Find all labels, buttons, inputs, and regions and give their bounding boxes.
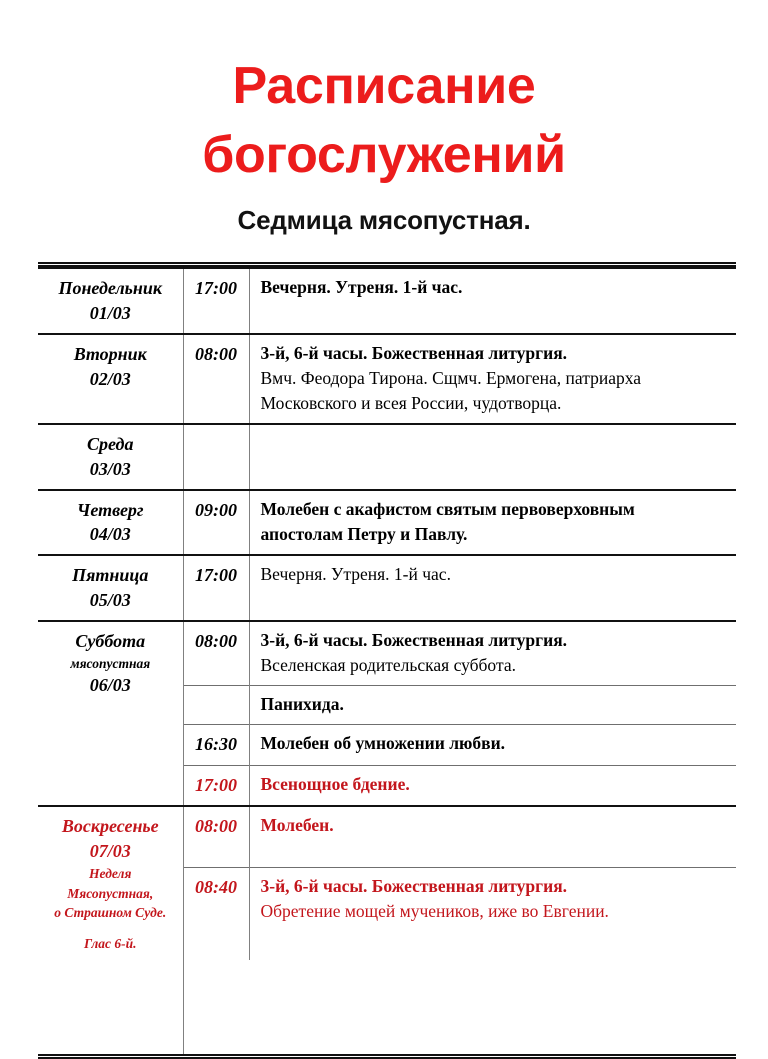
day-label-cell bbox=[38, 334, 183, 424]
schedule-row bbox=[38, 268, 736, 334]
day-tone: Глас 6-й. bbox=[83, 935, 137, 951]
service-description-cell bbox=[249, 685, 736, 724]
schedule-row bbox=[38, 490, 736, 556]
service-description-line: Вмч. Феодора Тирона. Сщмч. Ермогена, патриарха bbox=[260, 367, 642, 388]
service-time-cell: 08:00 bbox=[183, 806, 249, 867]
day-note-line-3: о Страшном Суде. bbox=[54, 905, 167, 921]
day-date: 02/03 bbox=[89, 368, 131, 389]
schedule-row bbox=[38, 806, 736, 867]
day-date: 07/03 bbox=[89, 841, 131, 862]
service-time-cell bbox=[183, 685, 249, 724]
service-description-line: Молебен с акафистом святым первоверховным bbox=[260, 498, 635, 519]
day-note-line-2: Мясопустная, bbox=[67, 885, 154, 901]
day-name: Пятница bbox=[72, 565, 149, 586]
service-description-line: Панихида. bbox=[260, 693, 344, 714]
day-name: Среда bbox=[87, 433, 134, 454]
service-description-cell bbox=[249, 806, 736, 867]
service-description-line: 3-й, 6-й часы. Божественная литургия. bbox=[260, 629, 568, 650]
service-description-line: Вселенская родительская суббота. bbox=[260, 654, 516, 675]
service-description-line: 3-й, 6-й часы. Божественная литургия. bbox=[260, 875, 568, 896]
page-header bbox=[0, 0, 768, 236]
service-description-line: 3-й, 6-й часы. Божественная литургия. bbox=[260, 342, 568, 363]
day-date: 03/03 bbox=[89, 458, 131, 479]
filler-description-cell bbox=[183, 960, 249, 1054]
filler-time-cell bbox=[38, 960, 183, 1054]
service-description-line: Молебен. bbox=[260, 815, 334, 836]
page-title-line-2: богослужений bbox=[202, 125, 566, 184]
service-time-cell bbox=[183, 424, 249, 490]
service-description-line: Вечерня. Утреня. 1-й час. bbox=[260, 564, 451, 585]
day-label-cell bbox=[38, 555, 183, 621]
table-bottom-rule bbox=[38, 1054, 736, 1059]
schedule-table bbox=[38, 267, 736, 1054]
service-description-line: Молебен об умножении любви. bbox=[260, 732, 506, 753]
service-description-cell bbox=[249, 621, 736, 686]
page-title bbox=[0, 52, 768, 189]
service-description-line: Вечерня. Утреня. 1-й час. bbox=[260, 277, 463, 298]
service-time-cell: 08:40 bbox=[183, 867, 249, 960]
day-date: 01/03 bbox=[89, 303, 131, 324]
service-description-cell bbox=[249, 555, 736, 621]
schedule-row bbox=[38, 621, 736, 686]
day-subtitle: мясопустная bbox=[70, 655, 151, 671]
service-time-cell: 16:30 bbox=[183, 724, 249, 765]
service-description-cell bbox=[249, 490, 736, 556]
service-description-line: апостолам Петру и Павлу. bbox=[260, 523, 468, 544]
service-description-cell bbox=[249, 765, 736, 806]
schedule-row bbox=[38, 334, 736, 424]
schedule-row bbox=[38, 555, 736, 621]
schedule-row bbox=[38, 424, 736, 490]
service-time-cell: 17:00 bbox=[183, 765, 249, 806]
day-name: Понедельник bbox=[58, 278, 163, 299]
service-description-line: Всенощное бдение. bbox=[260, 773, 410, 794]
schedule-filler-row bbox=[38, 960, 736, 1054]
day-date: 04/03 bbox=[89, 524, 131, 545]
service-time-cell: 08:00 bbox=[183, 334, 249, 424]
page-title-line-1: Расписание bbox=[232, 57, 536, 115]
day-label-cell bbox=[38, 424, 183, 490]
day-label-cell bbox=[38, 490, 183, 556]
service-description-line: Обретение мощей мучеников, иже во Евгении. bbox=[260, 900, 609, 921]
day-note-spacer bbox=[38, 923, 183, 934]
day-name: Вторник bbox=[73, 343, 147, 364]
day-label-cell bbox=[38, 268, 183, 334]
service-description-cell bbox=[249, 268, 736, 334]
day-note-line-1: Неделя bbox=[89, 866, 132, 882]
service-time-cell: 17:00 bbox=[183, 268, 249, 334]
day-date: 06/03 bbox=[89, 675, 131, 696]
service-description-cell bbox=[249, 424, 736, 490]
day-date: 05/03 bbox=[89, 590, 131, 611]
service-time-cell: 17:00 bbox=[183, 555, 249, 621]
page-subtitle: Седмица мясопустная. bbox=[237, 205, 531, 236]
service-time-cell: 08:00 bbox=[183, 621, 249, 686]
day-name: Суббота bbox=[75, 630, 146, 651]
service-description-cell bbox=[249, 867, 736, 960]
day-label-cell bbox=[38, 806, 183, 960]
service-description-cell bbox=[249, 334, 736, 424]
day-name: Воскресенье bbox=[61, 816, 159, 837]
service-time-cell: 09:00 bbox=[183, 490, 249, 556]
service-description-line: Московского и всея России, чудотворца. bbox=[260, 392, 562, 413]
service-description-cell bbox=[249, 724, 736, 765]
schedule-table-wrapper bbox=[38, 262, 736, 1059]
day-label-cell bbox=[38, 621, 183, 807]
day-name: Четверг bbox=[76, 499, 144, 520]
